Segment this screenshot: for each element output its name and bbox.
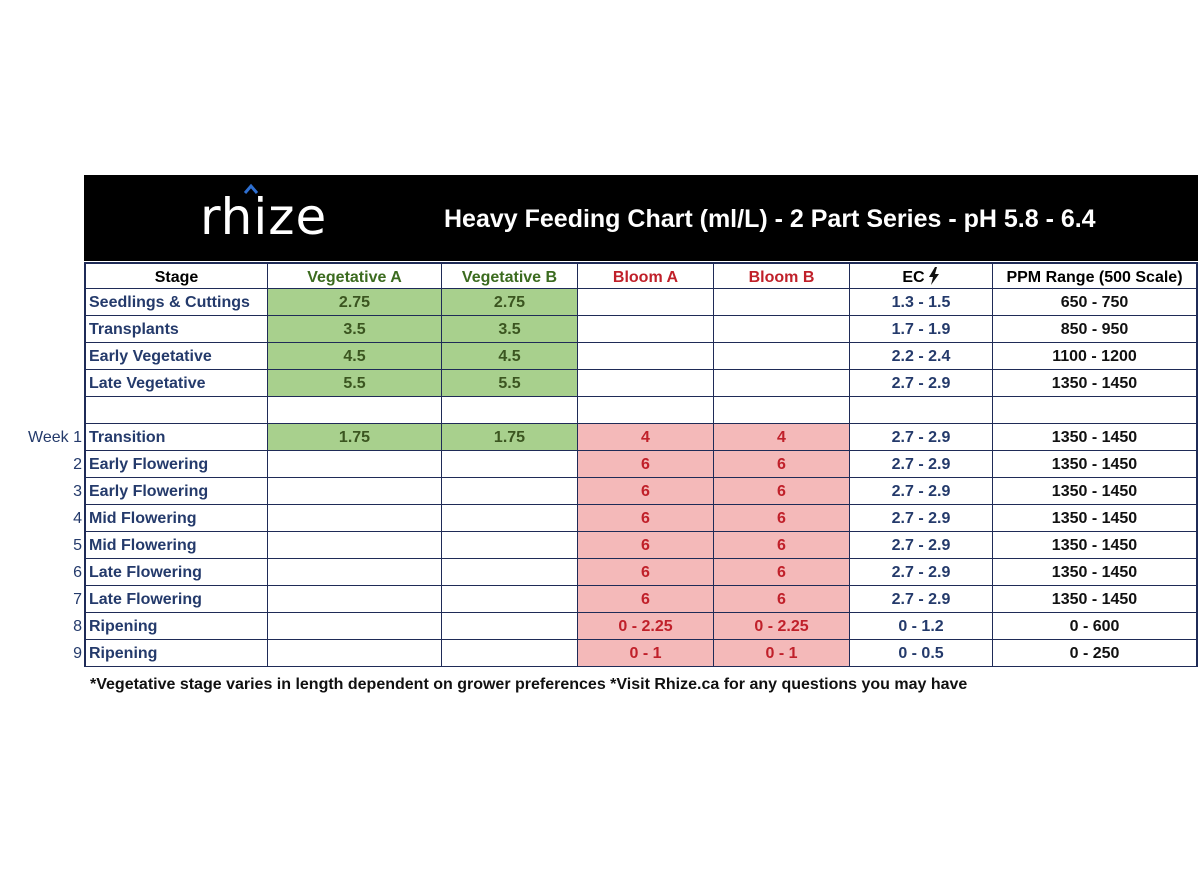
veg-a-cell: 4.5 <box>268 343 442 370</box>
stage-cell: Mid Flowering <box>84 505 268 532</box>
week-number-label: 3 <box>73 483 82 500</box>
col-header-bloom-b: Bloom B <box>714 262 850 289</box>
ec-cell <box>850 397 993 424</box>
footer-note: *Vegetative stage varies in length dependent on grower preferences *Visit Rhize.ca for any questions you may have <box>90 676 968 693</box>
ppm-cell: 1350 - 1450 <box>993 586 1198 613</box>
rhize-logo <box>200 187 327 247</box>
bloom-a-cell: 4 <box>578 424 714 451</box>
ppm-cell: 1350 - 1450 <box>993 370 1198 397</box>
col-header-bloom-a: Bloom A <box>578 262 714 289</box>
ec-cell: 2.2 - 2.4 <box>850 343 993 370</box>
ppm-cell: 1350 - 1450 <box>993 424 1198 451</box>
ec-cell: 0 - 0.5 <box>850 640 993 667</box>
bloom-b-cell: 6 <box>714 505 850 532</box>
logo-text: rhize <box>200 188 328 246</box>
stage-cell: Early Flowering <box>84 451 268 478</box>
table-row <box>84 451 1198 478</box>
stage-cell: Mid Flowering <box>84 532 268 559</box>
chart-title: Heavy Feeding Chart (ml/L) - 2 Part Series - pH 5.8 - 6.4 <box>444 205 1096 233</box>
stage-cell: Seedlings & Cuttings <box>84 289 268 316</box>
table-row <box>84 505 1198 532</box>
table-row <box>84 613 1198 640</box>
table-row <box>84 532 1198 559</box>
col-header-ec <box>850 262 993 289</box>
header-banner <box>84 175 1198 261</box>
stage-cell: Late Flowering <box>84 586 268 613</box>
table-row <box>84 640 1198 667</box>
table-header-row <box>84 262 1198 289</box>
stage-cell: Ripening <box>84 640 268 667</box>
logo-roof-icon <box>244 183 258 197</box>
bloom-b-cell: 6 <box>714 451 850 478</box>
ppm-cell: 1350 - 1450 <box>993 559 1198 586</box>
veg-b-cell <box>442 478 578 505</box>
stage-cell: Transition <box>84 424 268 451</box>
bloom-b-cell: 4 <box>714 424 850 451</box>
veg-a-cell: 2.75 <box>268 289 442 316</box>
ec-cell: 2.7 - 2.9 <box>850 478 993 505</box>
ppm-cell: 650 - 750 <box>993 289 1198 316</box>
bloom-b-cell: 6 <box>714 478 850 505</box>
veg-b-cell <box>442 532 578 559</box>
table-row <box>84 343 1198 370</box>
veg-a-cell <box>268 586 442 613</box>
ec-cell: 1.7 - 1.9 <box>850 316 993 343</box>
veg-b-cell <box>442 559 578 586</box>
veg-b-cell: 2.75 <box>442 289 578 316</box>
stage-cell: Early Vegetative <box>84 343 268 370</box>
veg-b-cell <box>442 613 578 640</box>
ec-cell: 2.7 - 2.9 <box>850 451 993 478</box>
ppm-cell <box>993 397 1198 424</box>
ppm-cell: 1350 - 1450 <box>993 478 1198 505</box>
bloom-a-cell: 6 <box>578 559 714 586</box>
bloom-b-cell <box>714 370 850 397</box>
veg-a-cell <box>268 505 442 532</box>
week-number-label: 9 <box>73 645 82 662</box>
col-header-stage: Stage <box>84 262 268 289</box>
veg-b-cell: 4.5 <box>442 343 578 370</box>
bloom-b-cell: 6 <box>714 532 850 559</box>
bloom-b-cell <box>714 316 850 343</box>
ppm-cell: 850 - 950 <box>993 316 1198 343</box>
bloom-b-cell <box>714 397 850 424</box>
veg-a-cell <box>268 478 442 505</box>
veg-b-cell <box>442 397 578 424</box>
bloom-b-cell: 0 - 2.25 <box>714 613 850 640</box>
veg-b-cell: 5.5 <box>442 370 578 397</box>
veg-a-cell: 5.5 <box>268 370 442 397</box>
veg-b-cell <box>442 640 578 667</box>
stage-cell: Transplants <box>84 316 268 343</box>
table-row <box>84 586 1198 613</box>
week-number-label: 8 <box>73 618 82 635</box>
veg-b-cell: 1.75 <box>442 424 578 451</box>
table-row <box>84 316 1198 343</box>
week-number-label: 2 <box>73 456 82 473</box>
bloom-a-cell: 0 - 1 <box>578 640 714 667</box>
veg-a-cell <box>268 559 442 586</box>
veg-b-cell <box>442 586 578 613</box>
table-row <box>84 397 1198 424</box>
week-number-label: 6 <box>73 564 82 581</box>
ppm-cell: 1350 - 1450 <box>993 505 1198 532</box>
ec-cell: 2.7 - 2.9 <box>850 532 993 559</box>
ec-cell: 0 - 1.2 <box>850 613 993 640</box>
veg-a-cell: 1.75 <box>268 424 442 451</box>
lightning-bolt-icon <box>928 267 940 285</box>
col-header-ec-label: EC <box>902 269 925 286</box>
week-number-label: Week 1 <box>28 429 82 446</box>
bloom-a-cell: 6 <box>578 586 714 613</box>
ec-cell: 2.7 - 2.9 <box>850 424 993 451</box>
ec-cell: 2.7 - 2.9 <box>850 586 993 613</box>
week-number-label: 5 <box>73 537 82 554</box>
stage-cell: Late Flowering <box>84 559 268 586</box>
veg-b-cell <box>442 451 578 478</box>
table-row <box>84 559 1198 586</box>
bloom-b-cell <box>714 343 850 370</box>
stage-cell: Ripening <box>84 613 268 640</box>
ec-cell: 2.7 - 2.9 <box>850 559 993 586</box>
table-row <box>84 478 1198 505</box>
veg-a-cell: 3.5 <box>268 316 442 343</box>
ppm-cell: 1350 - 1450 <box>993 451 1198 478</box>
bloom-a-cell <box>578 370 714 397</box>
veg-a-cell <box>268 397 442 424</box>
ppm-cell: 1350 - 1450 <box>993 532 1198 559</box>
week-number-label: 7 <box>73 591 82 608</box>
ec-cell: 2.7 - 2.9 <box>850 505 993 532</box>
table-row <box>84 289 1198 316</box>
veg-a-cell <box>268 451 442 478</box>
veg-b-cell: 3.5 <box>442 316 578 343</box>
bloom-a-cell: 0 - 2.25 <box>578 613 714 640</box>
ec-cell: 1.3 - 1.5 <box>850 289 993 316</box>
bloom-a-cell: 6 <box>578 478 714 505</box>
stage-cell: Early Flowering <box>84 478 268 505</box>
veg-a-cell <box>268 613 442 640</box>
week-number-label: 4 <box>73 510 82 527</box>
ppm-cell: 0 - 600 <box>993 613 1198 640</box>
bloom-b-cell <box>714 289 850 316</box>
stage-cell: Late Vegetative <box>84 370 268 397</box>
bloom-b-cell: 6 <box>714 586 850 613</box>
ppm-cell: 1100 - 1200 <box>993 343 1198 370</box>
bloom-a-cell: 6 <box>578 505 714 532</box>
bloom-a-cell: 6 <box>578 451 714 478</box>
table-row <box>84 424 1198 451</box>
bloom-b-cell: 6 <box>714 559 850 586</box>
col-header-veg-a: Vegetative A <box>268 262 442 289</box>
bloom-a-cell: 6 <box>578 532 714 559</box>
veg-b-cell <box>442 505 578 532</box>
col-header-ppm: PPM Range (500 Scale) <box>993 262 1198 289</box>
veg-a-cell <box>268 532 442 559</box>
ppm-cell: 0 - 250 <box>993 640 1198 667</box>
bloom-a-cell <box>578 397 714 424</box>
ec-cell: 2.7 - 2.9 <box>850 370 993 397</box>
bloom-a-cell <box>578 343 714 370</box>
bloom-b-cell: 0 - 1 <box>714 640 850 667</box>
table-row <box>84 370 1198 397</box>
bloom-a-cell <box>578 316 714 343</box>
stage-cell <box>84 397 268 424</box>
veg-a-cell <box>268 640 442 667</box>
col-header-veg-b: Vegetative B <box>442 262 578 289</box>
bloom-a-cell <box>578 289 714 316</box>
